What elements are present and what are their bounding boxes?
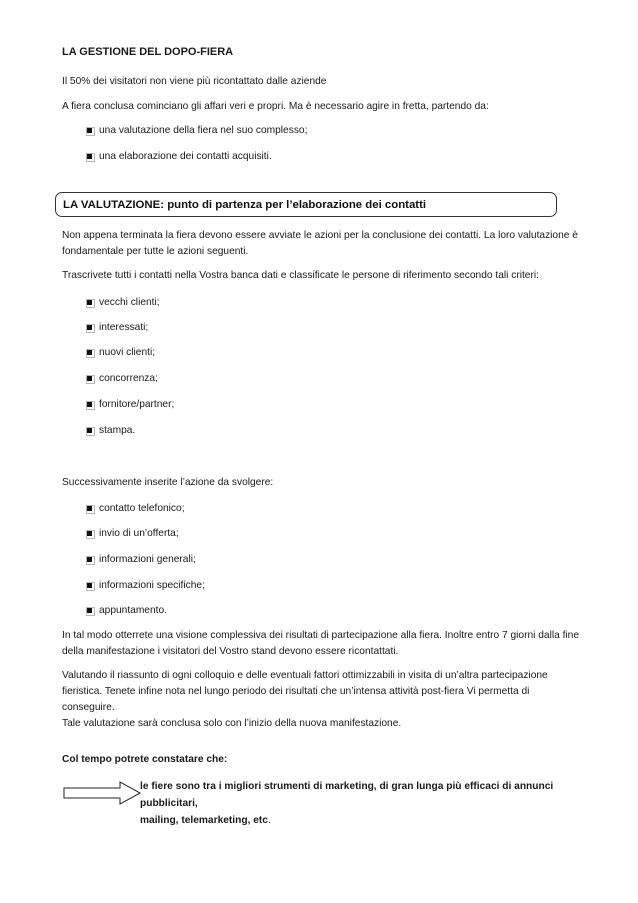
list-item-text: informazioni generali;: [99, 554, 196, 565]
list-item: [86, 346, 566, 360]
list-item: [86, 296, 566, 310]
section-heading-box: [55, 192, 557, 217]
intro-line: Il 50% dei visitatori non viene più ricontattato dalle aziende: [62, 76, 327, 87]
list-item-text: una valutazione della fiera nel suo complesso;: [99, 125, 308, 136]
paragraph-4: [62, 628, 582, 660]
list-item-text: contatto telefonico;: [99, 503, 185, 514]
section-heading: LA VALUTAZIONE: punto di partenza per l’elaborazione dei contatti: [63, 198, 427, 211]
square-bullet-icon: [86, 299, 95, 308]
list-item-text: appuntamento.: [99, 605, 167, 616]
conclusion-text: [140, 778, 585, 829]
list-item: [86, 398, 566, 412]
list-item-text: invio di un’offerta;: [99, 528, 179, 539]
document-title: LA GESTIONE DEL DOPO-FIERA: [62, 46, 234, 58]
square-bullet-icon: [86, 505, 95, 514]
square-bullet-icon: [86, 530, 95, 539]
conclusion-line-period: .: [267, 815, 271, 826]
right-arrow-icon: [62, 780, 142, 806]
square-bullet-icon: [86, 401, 95, 410]
square-bullet-icon: [86, 127, 95, 136]
paragraph-line: In tal modo otterrete una visione complessiva dei risultati di partecipazione alla fiera. Inoltre entro 7 giorni dalla fine: [62, 630, 580, 641]
paragraph-line: fieristica. Tenete infine nota nel lungo periodo dei risultati che un’intensa attività post-fiera Vi permetta di conseguire.: [62, 686, 530, 713]
list-item-text: informazioni specifiche;: [99, 580, 205, 591]
list-item-text: fornitore/partner;: [99, 399, 175, 410]
paragraph-line: della manifestazione i visitatori del Vostro stand devono essere ricontattati.: [62, 646, 399, 657]
conclusion-line-bold: mailing, telemarketing, etc: [140, 815, 268, 826]
intro-paragraph: A fiera conclusa cominciano gli affari veri e propri. Ma è necessario agire in fretta, partendo da:: [62, 101, 489, 112]
square-bullet-icon: [86, 582, 95, 591]
conclusion-heading: Col tempo potrete constatare che:: [62, 754, 228, 765]
paragraph-5: [62, 668, 582, 732]
list-item: [86, 502, 566, 516]
list-item-text: interessati;: [99, 322, 149, 333]
square-bullet-icon: [86, 375, 95, 384]
list-item-text: stampa.: [99, 425, 136, 436]
list-item: [86, 604, 566, 618]
list-item-text: concorrenza;: [99, 373, 158, 384]
list-item: [86, 372, 566, 386]
paragraph-line: fondamentale per tutte le azioni seguenti.: [62, 246, 249, 257]
paragraph-line: Tale valutazione sarà conclusa solo con l’inizio della nuova manifestazione.: [62, 718, 402, 729]
conclusion-line: [140, 812, 585, 829]
paragraph-1: [62, 228, 582, 260]
list-item: [86, 579, 566, 593]
list-item: [86, 150, 566, 164]
square-bullet-icon: [86, 153, 95, 162]
list-item-text: una elaborazione dei contatti acquisiti.: [99, 151, 272, 162]
square-bullet-icon: [86, 556, 95, 565]
list-item: [86, 124, 566, 138]
square-bullet-icon: [86, 607, 95, 616]
list-item: [86, 553, 566, 567]
list-item: [86, 321, 566, 335]
square-bullet-icon: [86, 324, 95, 333]
paragraph-line: Valutando il riassunto di ogni colloquio e delle eventuali fattori ottimizzabili in visita di un’altra partecipazione: [62, 670, 548, 681]
list-item-text: vecchi clienti;: [99, 297, 160, 308]
conclusion-line: le fiere sono tra i migliori strumenti di marketing, di gran lunga più efficaci di annunci pubblicitari,: [140, 781, 554, 809]
list-item: [86, 424, 566, 438]
paragraph-line: Non appena terminata la fiera devono essere avviate le azioni per la conclusione dei contatti. La loro valutazione è: [62, 230, 578, 241]
paragraph-3: Successivamente inserite l’azione da svolgere:: [62, 477, 274, 488]
square-bullet-icon: [86, 349, 95, 358]
square-bullet-icon: [86, 427, 95, 436]
list-item: [86, 527, 566, 541]
list-item-text: nuovi clienti;: [99, 347, 156, 358]
paragraph-2: Trascrivete tutti i contatti nella Vostra banca dati e classificate le persone di riferimento secondo tali criteri:: [62, 270, 539, 281]
